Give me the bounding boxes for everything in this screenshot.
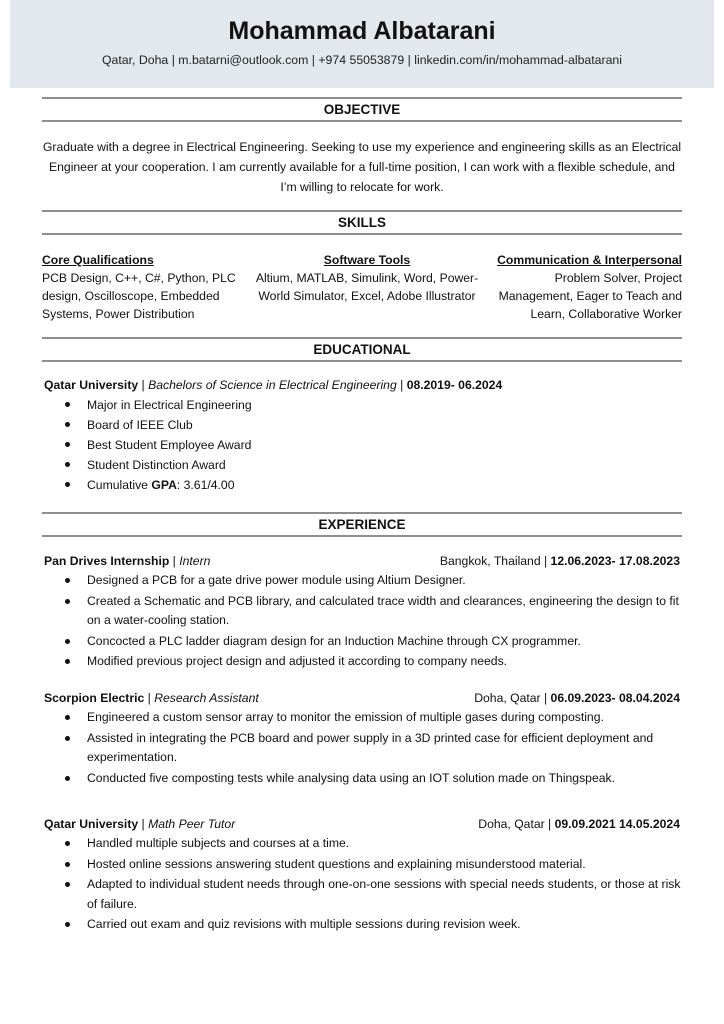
bullet-icon bbox=[65, 599, 70, 604]
job-location: Doha, Qatar | bbox=[474, 691, 551, 705]
job-dates: 06.09.2023- 08.04.2024 bbox=[550, 691, 680, 705]
job-location: Doha, Qatar | bbox=[478, 817, 555, 831]
bullet-icon bbox=[65, 736, 70, 741]
list-item: Assisted in integrating the PCB board and power supply in a 3D printed case for efficient deployment and experimentation. bbox=[42, 729, 682, 768]
list-item: Created a Schematic and PCB library, and calculated trace width and clearances, engineering the design to fit on a water-cooling station. bbox=[42, 592, 682, 631]
list-item: Adapted to individual student needs through one-on-one sessions with special needs students, or those at risk of failure. bbox=[42, 875, 682, 914]
organization-name: Qatar University bbox=[44, 817, 139, 831]
experience-entry bbox=[42, 814, 682, 936]
list-item: Handled multiple subjects and courses at a time. bbox=[42, 834, 682, 854]
skill-column-communication bbox=[480, 251, 682, 323]
list-item: Board of IEEE Club bbox=[42, 415, 682, 435]
list-item: Designed a PCB for a gate drive power module using Altium Designer. bbox=[42, 571, 682, 591]
bullet-icon bbox=[65, 639, 70, 644]
skill-column-software bbox=[254, 251, 480, 305]
experience-bullets bbox=[42, 708, 682, 788]
list-item: Hosted online sessions answering student questions and explaining misunderstood material. bbox=[42, 855, 682, 875]
resume-header bbox=[10, 0, 714, 88]
experience-heading: EXPERIENCE bbox=[42, 512, 682, 537]
list-item: Major in Electrical Engineering bbox=[42, 395, 682, 415]
list-item: Engineered a custom sensor array to monitor the emission of multiple gases during composting. bbox=[42, 708, 682, 728]
list-item-gpa: Cumulative GPA: 3.61/4.00 bbox=[42, 475, 682, 495]
bullet-icon bbox=[65, 715, 70, 720]
bullet-icon bbox=[65, 578, 70, 583]
skill-column-heading: Software Tools bbox=[323, 253, 411, 267]
bullet-icon bbox=[65, 402, 70, 407]
bullet-icon bbox=[65, 776, 70, 781]
education-entry bbox=[42, 375, 682, 495]
objective-heading: OBJECTIVE bbox=[42, 97, 682, 122]
skill-column-text: Problem Solver, Project Management, Eager to Teach and Learn, Collaborative Worker bbox=[498, 271, 682, 321]
bullet-icon bbox=[65, 659, 70, 664]
experience-bullets bbox=[42, 571, 682, 672]
role-title: Intern bbox=[179, 554, 211, 568]
bullet-icon bbox=[65, 841, 70, 846]
experience-entry-header: Pan Drives Internship | Intern Bangkok, Thailand | 12.06.2023- 17.08.2023 bbox=[44, 554, 680, 568]
experience-entry-header: Scorpion Electric | Research Assistant Doha, Qatar | 06.09.2023- 08.04.2024 bbox=[44, 691, 680, 705]
experience-entry-header: Qatar University | Math Peer Tutor Doha, Qatar | 09.09.2021 14.05.2024 bbox=[44, 817, 680, 831]
experience-entry bbox=[42, 551, 682, 673]
list-item: Carried out exam and quiz revisions with multiple sessions during revision week. bbox=[42, 915, 682, 935]
skill-column-heading: Communication & Interpersonal bbox=[497, 253, 682, 267]
bullet-icon bbox=[65, 442, 70, 447]
job-dates: 12.06.2023- 17.08.2023 bbox=[550, 554, 680, 568]
skill-column-core bbox=[42, 251, 257, 323]
separator: | bbox=[396, 378, 407, 392]
bullet-icon bbox=[65, 862, 70, 867]
bullet-icon bbox=[65, 462, 70, 467]
candidate-name: Mohammad Albatarani bbox=[228, 17, 496, 45]
skill-column-text: Altium, MATLAB, Simulink, Word, Power-World Simulator, Excel, Adobe Illustrator bbox=[255, 271, 479, 303]
organization-name: Scorpion Electric bbox=[44, 691, 145, 705]
objective-text: Graduate with a degree in Electrical Engineering. Seeking to use my experience and engineering skills as an Electrical Engineer at your cooperation. I am currently available for a full-time position, I can work with a flexible schedule, and I’m willing to relocate for work. bbox=[42, 140, 682, 194]
job-dates: 09.09.2021 14.05.2024 bbox=[554, 817, 680, 831]
job-location: Bangkok, Thailand | bbox=[439, 554, 551, 568]
list-item: Modified previous project design and adjusted it according to company needs. bbox=[42, 652, 682, 672]
school-name: Qatar University bbox=[44, 378, 139, 392]
list-item: Best Student Employee Award bbox=[42, 435, 682, 455]
education-list bbox=[42, 395, 682, 495]
experience-entry bbox=[42, 688, 682, 789]
bullet-icon bbox=[65, 422, 70, 427]
list-item: Conducted five composting tests while analysing data using an IOT solution made on Thingspeak. bbox=[42, 769, 682, 789]
separator: | bbox=[138, 378, 149, 392]
contact-line: Qatar, Doha | m.batarni@outlook.com | +974 55053879 | linkedin.com/in/mohammad-albatarani bbox=[101, 53, 623, 67]
education-dates: 08.2019- 06.2024 bbox=[406, 378, 503, 392]
degree-name: Bachelors of Science in Electrical Engineering bbox=[148, 378, 397, 392]
role-title: Math Peer Tutor bbox=[148, 817, 236, 831]
bullet-icon bbox=[65, 922, 70, 927]
list-item: Student Distinction Award bbox=[42, 455, 682, 475]
list-item: Concocted a PLC ladder diagram design for an Induction Machine through CX programmer. bbox=[42, 632, 682, 652]
bullet-icon bbox=[65, 482, 70, 487]
education-entry-header bbox=[42, 375, 682, 395]
skill-column-heading: Core Qualifications bbox=[42, 253, 154, 267]
experience-bullets bbox=[42, 834, 682, 935]
bullet-icon bbox=[65, 882, 70, 887]
education-heading: EDUCATIONAL bbox=[42, 337, 682, 362]
role-title: Research Assistant bbox=[154, 691, 259, 705]
skills-heading: SKILLS bbox=[42, 210, 682, 235]
skill-column-text: PCB Design, C++, C#, Python, PLC design, Oscilloscope, Embedded Systems, Power Distribution bbox=[42, 271, 236, 321]
organization-name: Pan Drives Internship bbox=[44, 554, 170, 568]
